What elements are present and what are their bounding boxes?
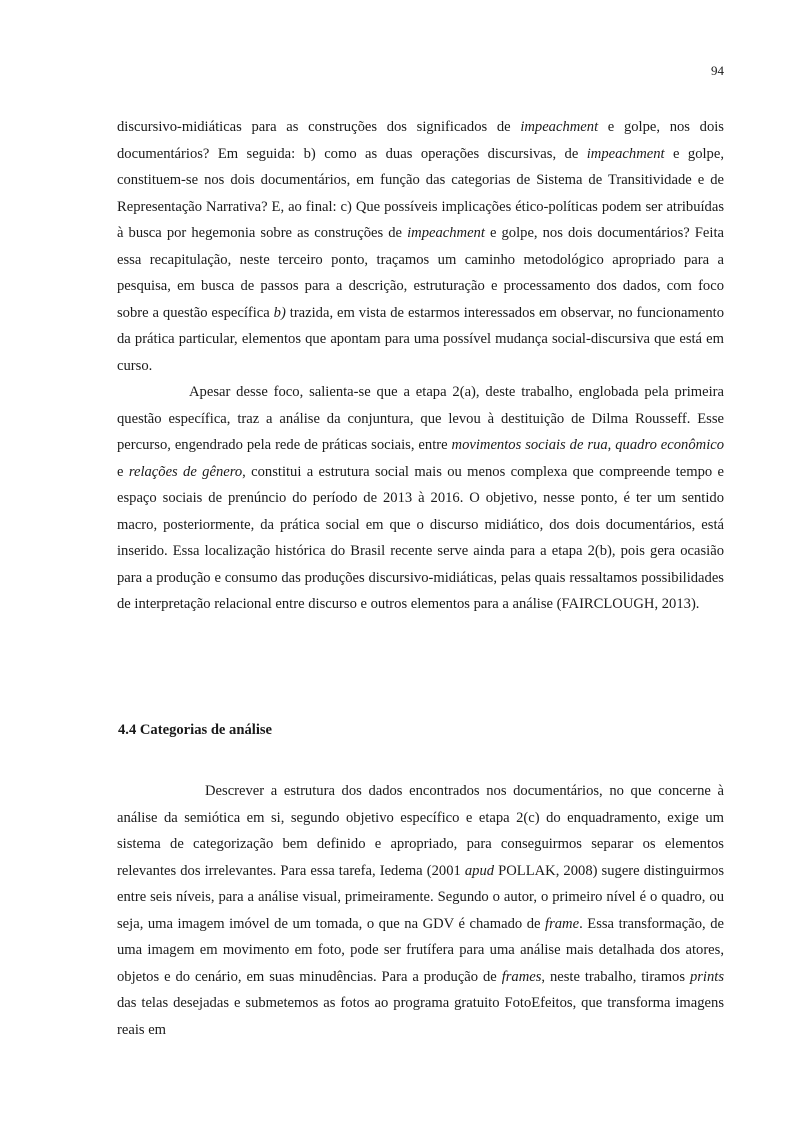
italic-text-run: movimentos sociais de rua: [451, 437, 608, 453]
italic-text-run: impeachment: [520, 119, 599, 135]
text-run: Descrever a estrutura dos dados encontrados nos documentários, no que concerne à análise da semiótica em si, segundo objetivo específico e etapa 2(c) do enquadramento, exige um sistema de categorização bem definido e apropriado, para conseguirmos separar os elementos relevantes dos irrelevantes. Para essa tarefa, Iedema (2001: [117, 783, 724, 879]
paragraph-1: [117, 114, 724, 379]
italic-text-run: relações de gênero: [128, 463, 243, 480]
italic-text-run: impeachment: [407, 225, 485, 241]
italic-text-run: frames: [501, 968, 542, 985]
page-number: 94: [711, 63, 724, 78]
italic-text-run: quadro econômico: [615, 437, 725, 453]
italic-text-run: apud: [464, 862, 495, 879]
text-run: . Essa transformação, de uma imagem em movimento em foto, pode ser frutífera para uma análise mais detalhada dos atores, objetos e do cenário, em suas minudências. Para a produção de: [117, 915, 725, 985]
italic-text-run: impeachment: [586, 145, 665, 162]
body-text-bottom: [117, 778, 724, 1043]
italic-text-run: frame: [545, 915, 580, 932]
text-run: ,: [607, 437, 616, 453]
text-run: e golpe, constituem-se nos dois documentários, em função das categorias de Sistema de Transitividade e de Representação Narrativa? E, ao final: c) Que possíveis implicações ético-políticas podem ser atribuídas à busca por hegemonia sobre as construções de: [117, 145, 724, 241]
text-run: , neste trabalho, tiramos: [541, 968, 690, 985]
text-run: , constitui a estrutura social mais ou menos complexa que compreende tempo e espaço sociais de prenúncio do período de 2013 à 2016. O objetivo, nesse ponto, é ter um sentido macro, posteriormente, da prática social em que o discurso midiático, dos dois documentários, está inserido. Essa localização histórica do Brasil recente serve ainda para a etapa 2(b), pois gera ocasião para a produção e consumo das produções discursivo-midiáticas, pelas quais ressaltamos possibilidades de interpretação relacional entre discurso e outros elementos para a análise (FAIRCLOUGH, 2013).: [117, 463, 724, 612]
text-run: e golpe, nos dois documentários? Em seguida: b) como as duas operações discursivas, de: [117, 119, 724, 162]
italic-text-run: prints: [689, 968, 724, 985]
text-run: Apesar desse foco, salienta-se que a etapa 2(a), deste trabalho, englobada pela primeira questão específica, traz a análise da conjuntura, que levou à destituição de Dilma Rousseff. Esse percurso, engendrado pela rede de práticas sociais, entre: [117, 384, 724, 453]
text-run: das telas desejadas e submetemos as fotos ao programa gratuito FotoEfeitos, que transforma imagens reais em: [117, 995, 724, 1038]
body-text-top: [117, 114, 724, 618]
text-run: POLLAK, 2008) sugere distinguirmos entre seis níveis, para a análise visual, primeiramente. Segundo o autor, o primeiro nível é o quadro, ou seja, uma imagem imóvel de um tomada, o que na GDV é chamado de: [117, 862, 724, 932]
italic-text-run: b): [273, 304, 286, 321]
paragraph-3: [117, 778, 724, 1043]
text-run: discursivo-midiáticas para as construções dos significados de: [117, 119, 521, 135]
text-run: e golpe, nos dois documentários? Feita essa recapitulação, neste terceiro ponto, traçamos um caminho metodológico apropriado para a pesquisa, em busca de passos para a descrição, estruturação e processamento dos dados, com foco sobre a questão específica: [117, 225, 724, 321]
text-run: e: [117, 463, 129, 480]
section-heading: 4.4 Categorias de análise: [118, 722, 273, 738]
text-run: trazida, em vista de estarmos interessados em observar, no funcionamento da prática particular, elementos que apontam para uma possível mudança social-discursiva que está em curso.: [117, 304, 725, 374]
paragraph-2: [117, 379, 724, 618]
